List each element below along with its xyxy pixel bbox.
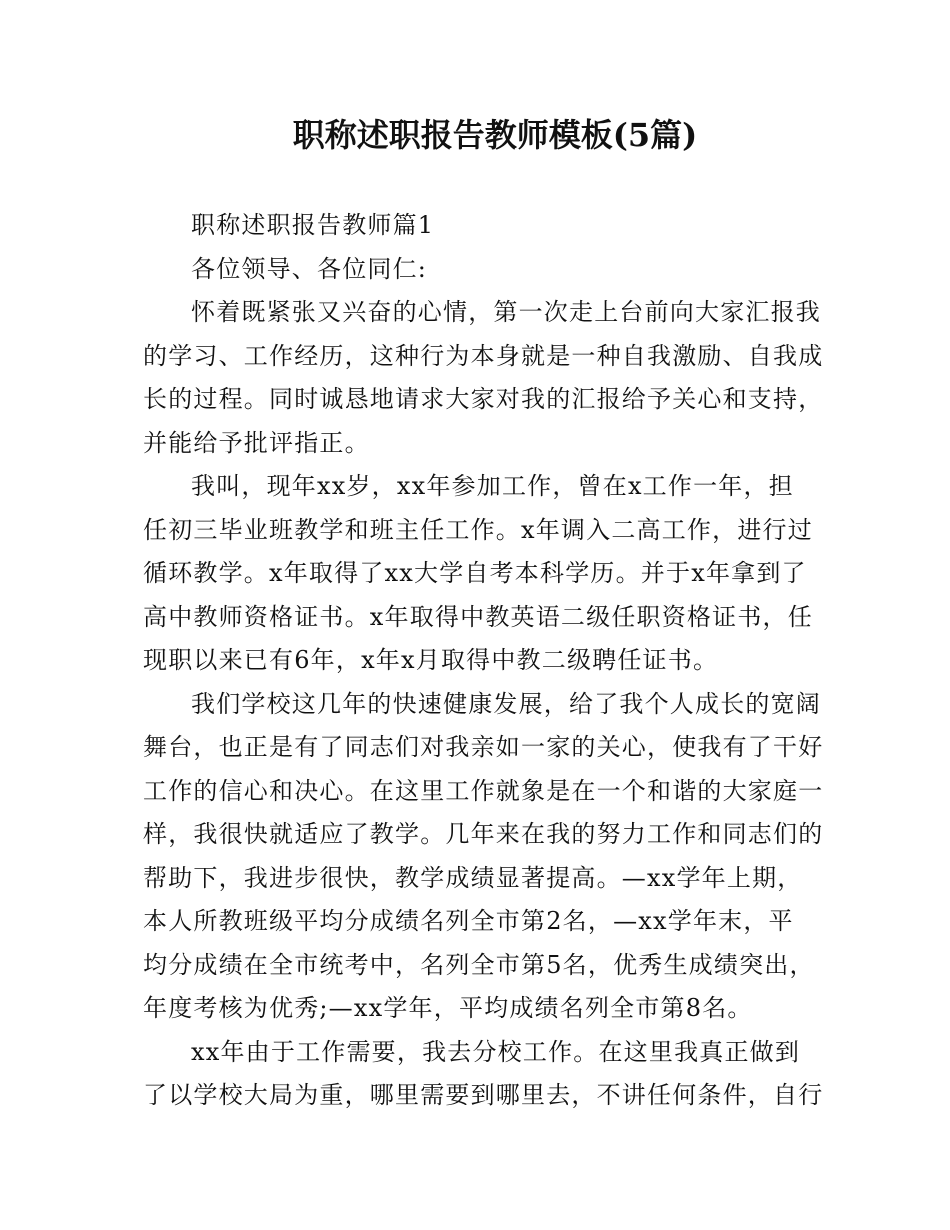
section-heading: 职称述职报告教师篇1 [191,211,435,239]
paragraph-line: 舞台，也正是有了同志们对我亲如一家的关心，使我有了干好 [143,733,824,761]
paragraph-line: 怀着既紧张又兴奋的心情，第一次走上台前向大家汇报我 [191,298,821,326]
paragraph-line: 长的过程。同时诚恳地请求大家对我的汇报给予关心和支持， [143,385,824,413]
document-body [143,204,824,1118]
paragraph-line: 年度考核为优秀;—xx学年，平均成绩名列全市第8名。 [143,994,753,1022]
paragraph-line: 均分成绩在全市统考中，名列全市第5名，优秀生成绩突出， [143,950,815,979]
salutation-line: 各位领导、各位同仁: [191,254,428,283]
paragraph-line: 了以学校大局为重，哪里需要到哪里去，不讲任何条件，自行 [143,1081,824,1109]
paragraph-line: 任初三毕业班教学和班主任工作。x年调入二高工作，进行过 [143,515,813,544]
paragraph-line: 我叫，现年xx岁，xx年参加工作，曾在x工作一年，担 [191,472,794,500]
paragraph-line: 样，我很快就适应了教学。几年来在我的努力工作和同志们的 [143,820,824,848]
paragraph-line: 工作的信心和决心。在这里工作就象是在一个和谐的大家庭一 [143,776,824,805]
document-title: 职称述职报告教师模板(5篇) [292,116,698,154]
paragraph-line: 循环教学。x年取得了xx大学自考本科学历。并于x年拿到了 [143,559,807,587]
paragraph-line: 现职以来已有6年，x年x月取得中教二级聘任证书。 [143,646,719,674]
paragraph-line: 的学习、工作经历，这种行为本身就是一种自我激励、自我成 [143,341,824,370]
paragraph-line: 我们学校这几年的快速健康发展，给了我个人成长的宽阔 [191,689,821,718]
paragraph-line: xx年由于工作需要，我去分校工作。在这里我真正做到 [191,1037,801,1066]
paragraph-line: 并能给予批评指正。 [143,428,370,457]
paragraph-line: 本人所教班级平均分成绩名列全市第2名，—xx学年末，平 [143,907,794,935]
paragraph-line: 高中教师资格证书。x年取得中教英语二级任职资格证书，任 [143,602,813,631]
paragraph-line: 帮助下，我进步很快，教学成绩显著提高。—xx学年上期， [143,863,803,892]
